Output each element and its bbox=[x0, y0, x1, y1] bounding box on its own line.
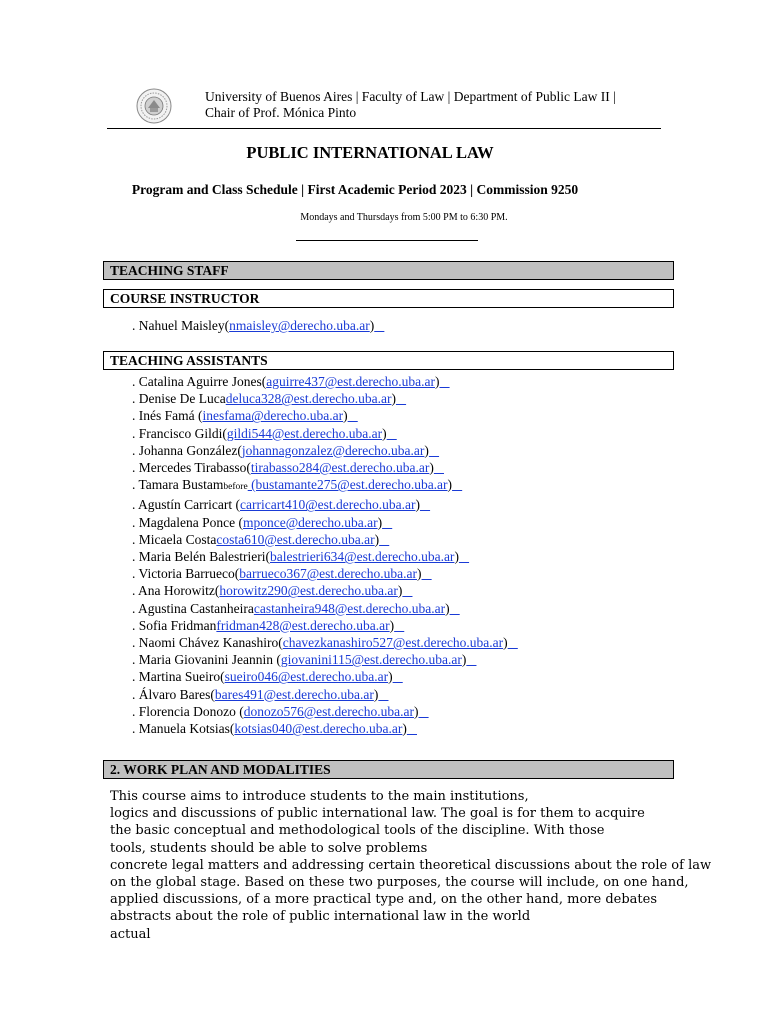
email-link[interactable]: balestrieri634@est.derecho.uba.ar bbox=[269, 549, 455, 565]
paragraph-line: applied discussions, of a more practical type and, on the other hand, more debates bbox=[110, 892, 658, 908]
instructor-entry bbox=[132, 318, 384, 334]
email-link[interactable]: mponce@derecho.uba.ar bbox=[242, 514, 378, 530]
email-link[interactable]: (bustamante275@est.derecho.uba.ar bbox=[247, 477, 448, 493]
paragraph-line: concrete legal matters and addressing certain theoretical discussions about the role of law bbox=[110, 857, 712, 873]
email-link[interactable]: chavezkanashiro527@est.derecho.uba.ar bbox=[282, 635, 504, 651]
email-link[interactable]: deluca328@est.derecho.uba.ar bbox=[225, 391, 392, 407]
section-teaching-assistants: TEACHING ASSISTANTS bbox=[103, 351, 674, 370]
list-item: . Inés Famá (inesfama@derecho.uba.ar) bbox=[132, 408, 348, 424]
list-item: . Álvaro Bares(bares491@est.derecho.uba.ar) bbox=[132, 686, 379, 702]
list-item: . Francisco Gildi(gildi544@est.derecho.uba.ar) bbox=[132, 425, 387, 441]
instructor-close: ) bbox=[369, 318, 375, 333]
section-work-plan: 2. WORK PLAN AND MODALITIES bbox=[103, 760, 674, 779]
paragraph-line: on the global stage. Based on these two purposes, the course will include, on one hand, bbox=[110, 875, 689, 891]
list-item: . Johanna González(johannagonzalez@derecho.uba.ar) bbox=[132, 442, 429, 458]
email-link[interactable]: inesfama@derecho.uba.ar bbox=[202, 408, 344, 424]
instructor-email-link[interactable]: nmaisley@derecho.uba.ar bbox=[229, 318, 370, 333]
list-item: . Victoria Barrueco(barrueco367@est.derecho.uba.ar) bbox=[132, 566, 422, 582]
list-item: . Maria Belén Balestrieri(balestrieri634@est.derecho.uba.ar) bbox=[132, 549, 459, 565]
email-link[interactable]: gildi544@est.derecho.uba.ar bbox=[226, 425, 383, 441]
email-link[interactable]: carricart410@est.derecho.uba.ar bbox=[239, 497, 416, 513]
list-item: . Sofia Fridmanfridman428@est.derecho.uba.ar) bbox=[132, 617, 395, 633]
university-seal-icon bbox=[136, 88, 172, 124]
email-link[interactable]: barrueco367@est.derecho.uba.ar bbox=[239, 566, 418, 582]
list-item: . Agustina Castanheiracastanheira948@est.derecho.uba.ar) bbox=[132, 600, 450, 616]
email-link[interactable]: kotsias040@est.derecho.uba.ar bbox=[234, 721, 403, 737]
assistants-list bbox=[132, 373, 518, 737]
list-item: . Florencia Donozo (donozo576@est.derecho.uba.ar) bbox=[132, 703, 419, 719]
section-teaching-staff: TEACHING STAFF bbox=[103, 261, 674, 280]
list-item: . Naomi Chávez Kanashiro(chavezkanashiro527@est.derecho.uba.ar) bbox=[132, 635, 508, 651]
email-link[interactable]: aguirre437@est.derecho.uba.ar bbox=[266, 374, 435, 389]
email-link[interactable]: johannagonzalez@derecho.uba.ar bbox=[241, 442, 425, 458]
paragraph-line: logics and discussions of public international law. The goal is for them to acquire bbox=[110, 806, 645, 822]
email-link[interactable]: fridman428@est.derecho.uba.ar bbox=[216, 617, 390, 633]
work-plan-paragraph bbox=[110, 788, 712, 943]
list-item: . Ana Horowitz(horowitz290@est.derecho.uba.ar) bbox=[132, 583, 403, 599]
document-title: PUBLIC INTERNATIONAL LAW bbox=[246, 143, 494, 162]
email-link[interactable]: horowitz290@est.derecho.uba.ar bbox=[219, 583, 398, 599]
email-link[interactable]: castanheira948@est.derecho.uba.ar bbox=[253, 600, 446, 616]
list-item: . Manuela Kotsias(kotsias040@est.derecho.uba.ar) bbox=[132, 721, 407, 737]
list-item: . Mercedes Tirabasso(tirabasso284@est.derecho.uba.ar) bbox=[132, 460, 434, 476]
paragraph-line: the basic conceptual and methodological tools of the discipline. With those bbox=[110, 823, 605, 839]
header-divider bbox=[107, 128, 661, 129]
email-link[interactable]: bares491@est.derecho.uba.ar bbox=[214, 686, 374, 702]
institution-header: University of Buenos Aires | Faculty of Law | Department of Public Law II | Chair of Prof. Mónica Pinto bbox=[205, 89, 616, 120]
schedule-divider bbox=[296, 240, 478, 241]
list-item: . Maria Giovanini Jeannin (giovanini115@est.derecho.uba.ar) bbox=[132, 652, 467, 668]
list-item: . Micaela Costacosta610@est.derecho.uba.ar) bbox=[132, 531, 380, 547]
paragraph-line: tools, students should be able to solve problems bbox=[110, 840, 428, 856]
list-item: . Tamara Bustambefore (bustamante275@est.derecho.uba.ar) bbox=[132, 477, 453, 493]
list-item: . Agustín Carricart (carricart410@est.derecho.uba.ar) bbox=[132, 497, 420, 513]
list-item: . Denise De Lucadeluca328@est.derecho.uba.ar) bbox=[132, 391, 396, 407]
section-course-instructor: COURSE INSTRUCTOR bbox=[103, 289, 674, 308]
list-item: . Magdalena Ponce (mponce@derecho.uba.ar) bbox=[132, 514, 383, 530]
paragraph-line: actual bbox=[110, 926, 151, 942]
email-link[interactable]: sueiro046@est.derecho.uba.ar bbox=[224, 669, 389, 685]
email-link[interactable]: costa610@est.derecho.uba.ar bbox=[216, 531, 375, 547]
paragraph-line: This course aims to introduce students to the main institutions, bbox=[110, 789, 529, 804]
document-subtitle: Program and Class Schedule | First Academic Period 2023 | Commission 9250 bbox=[131, 182, 579, 197]
list-item: . Martina Sueiro(sueiro046@est.derecho.uba.ar) bbox=[132, 669, 393, 685]
paragraph-line: abstracts about the role of public international law in the world bbox=[110, 909, 531, 925]
list-item: . Catalina Aguirre Jones(aguirre437@est.derecho.uba.ar) bbox=[132, 374, 440, 389]
email-link[interactable]: tirabasso284@est.derecho.uba.ar bbox=[250, 460, 430, 476]
email-link[interactable]: donozo576@est.derecho.uba.ar bbox=[243, 703, 414, 719]
email-link[interactable]: giovanini115@est.derecho.uba.ar bbox=[280, 652, 462, 668]
instructor-name: . Nahuel Maisley( bbox=[132, 318, 230, 333]
class-schedule: Mondays and Thursdays from 5:00 PM to 6:30 PM. bbox=[300, 212, 508, 223]
